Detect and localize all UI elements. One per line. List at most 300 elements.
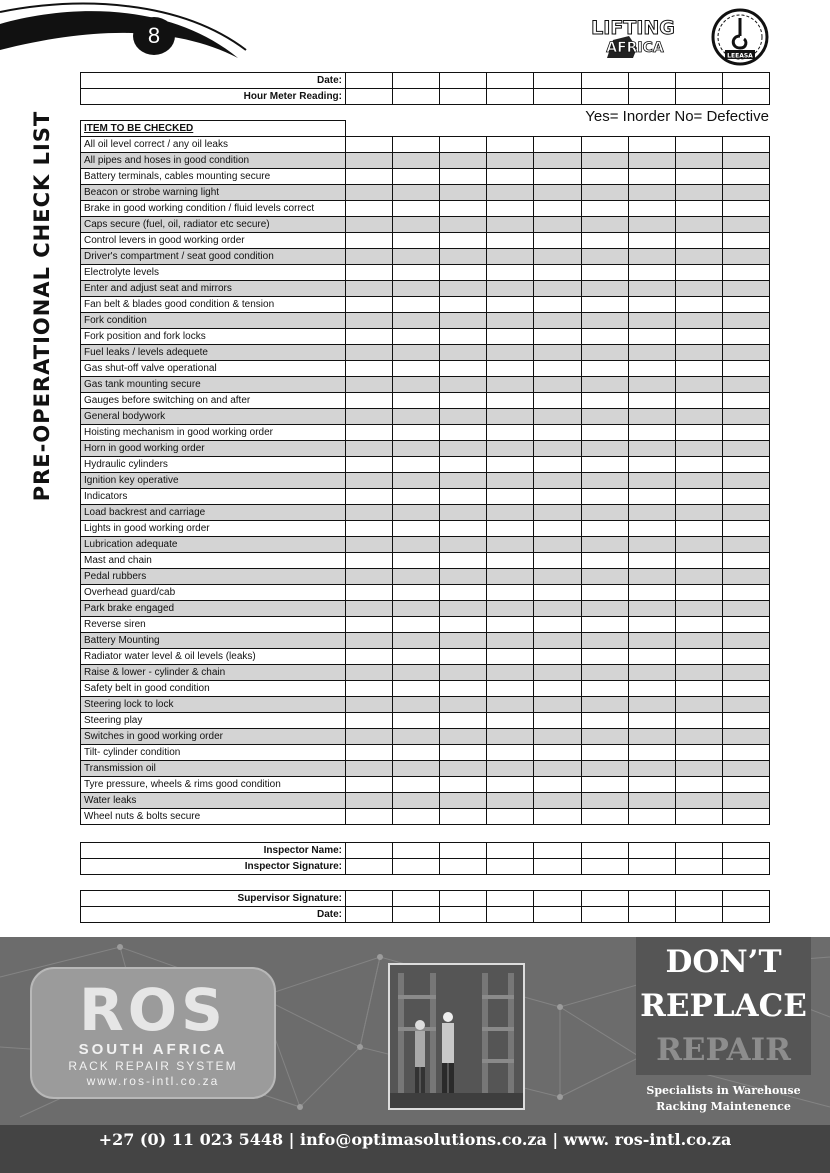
check-cell[interactable] [722, 377, 769, 393]
check-cell[interactable] [675, 265, 722, 281]
check-cell[interactable] [487, 153, 534, 169]
check-cell[interactable] [722, 361, 769, 377]
check-cell[interactable] [722, 425, 769, 441]
check-cell[interactable] [440, 393, 487, 409]
check-cell[interactable] [487, 185, 534, 201]
check-cell[interactable] [440, 505, 487, 521]
check-cell[interactable] [628, 89, 675, 105]
check-cell[interactable] [346, 569, 393, 585]
check-cell[interactable] [440, 617, 487, 633]
check-cell[interactable] [675, 425, 722, 441]
check-cell[interactable] [534, 809, 581, 825]
check-cell[interactable] [581, 859, 628, 875]
check-cell[interactable] [346, 89, 393, 105]
check-cell[interactable] [440, 521, 487, 537]
check-cell[interactable] [346, 233, 393, 249]
check-cell[interactable] [534, 297, 581, 313]
check-cell[interactable] [346, 441, 393, 457]
check-cell[interactable] [675, 489, 722, 505]
check-cell[interactable] [534, 891, 581, 907]
check-cell[interactable] [722, 345, 769, 361]
check-cell[interactable] [346, 585, 393, 601]
check-cell[interactable] [487, 169, 534, 185]
check-cell[interactable] [487, 537, 534, 553]
check-cell[interactable] [346, 633, 393, 649]
check-cell[interactable] [675, 601, 722, 617]
check-cell[interactable] [581, 409, 628, 425]
check-cell[interactable] [487, 425, 534, 441]
check-cell[interactable] [581, 89, 628, 105]
check-cell[interactable] [628, 891, 675, 907]
check-cell[interactable] [487, 457, 534, 473]
check-cell[interactable] [346, 665, 393, 681]
check-cell[interactable] [722, 153, 769, 169]
check-cell[interactable] [487, 793, 534, 809]
check-cell[interactable] [346, 697, 393, 713]
check-cell[interactable] [675, 73, 722, 89]
check-cell[interactable] [440, 859, 487, 875]
check-cell[interactable] [675, 393, 722, 409]
check-cell[interactable] [628, 521, 675, 537]
check-cell[interactable] [628, 761, 675, 777]
check-cell[interactable] [675, 729, 722, 745]
check-cell[interactable] [393, 553, 440, 569]
check-cell[interactable] [722, 89, 769, 105]
check-cell[interactable] [581, 313, 628, 329]
check-cell[interactable] [346, 217, 393, 233]
check-cell[interactable] [675, 313, 722, 329]
check-cell[interactable] [722, 907, 769, 923]
check-cell[interactable] [393, 201, 440, 217]
check-cell[interactable] [581, 329, 628, 345]
check-cell[interactable] [346, 281, 393, 297]
check-cell[interactable] [534, 761, 581, 777]
check-cell[interactable] [534, 569, 581, 585]
check-cell[interactable] [440, 473, 487, 489]
check-cell[interactable] [440, 73, 487, 89]
check-cell[interactable] [346, 185, 393, 201]
check-cell[interactable] [487, 89, 534, 105]
check-cell[interactable] [440, 409, 487, 425]
check-cell[interactable] [581, 907, 628, 923]
check-cell[interactable] [346, 843, 393, 859]
check-cell[interactable] [722, 537, 769, 553]
check-cell[interactable] [440, 761, 487, 777]
check-cell[interactable] [534, 713, 581, 729]
check-cell[interactable] [722, 713, 769, 729]
check-cell[interactable] [534, 409, 581, 425]
check-cell[interactable] [487, 73, 534, 89]
check-cell[interactable] [534, 249, 581, 265]
check-cell[interactable] [675, 281, 722, 297]
check-cell[interactable] [534, 649, 581, 665]
check-cell[interactable] [534, 729, 581, 745]
check-cell[interactable] [581, 601, 628, 617]
check-cell[interactable] [675, 521, 722, 537]
check-cell[interactable] [346, 297, 393, 313]
check-cell[interactable] [487, 553, 534, 569]
check-cell[interactable] [487, 361, 534, 377]
check-cell[interactable] [722, 617, 769, 633]
check-cell[interactable] [440, 891, 487, 907]
check-cell[interactable] [393, 859, 440, 875]
check-cell[interactable] [628, 569, 675, 585]
check-cell[interactable] [346, 137, 393, 153]
check-cell[interactable] [393, 843, 440, 859]
check-cell[interactable] [393, 361, 440, 377]
check-cell[interactable] [487, 633, 534, 649]
check-cell[interactable] [440, 89, 487, 105]
check-cell[interactable] [534, 153, 581, 169]
check-cell[interactable] [393, 569, 440, 585]
check-cell[interactable] [628, 793, 675, 809]
check-cell[interactable] [675, 809, 722, 825]
check-cell[interactable] [581, 233, 628, 249]
check-cell[interactable] [628, 553, 675, 569]
check-cell[interactable] [440, 313, 487, 329]
check-cell[interactable] [675, 553, 722, 569]
check-cell[interactable] [581, 665, 628, 681]
check-cell[interactable] [722, 777, 769, 793]
check-cell[interactable] [487, 345, 534, 361]
check-cell[interactable] [722, 281, 769, 297]
check-cell[interactable] [440, 697, 487, 713]
check-cell[interactable] [675, 569, 722, 585]
check-cell[interactable] [534, 793, 581, 809]
check-cell[interactable] [440, 153, 487, 169]
check-cell[interactable] [393, 809, 440, 825]
check-cell[interactable] [581, 729, 628, 745]
check-cell[interactable] [487, 313, 534, 329]
check-cell[interactable] [346, 473, 393, 489]
check-cell[interactable] [628, 505, 675, 521]
check-cell[interactable] [393, 137, 440, 153]
check-cell[interactable] [346, 553, 393, 569]
check-cell[interactable] [675, 185, 722, 201]
check-cell[interactable] [534, 217, 581, 233]
check-cell[interactable] [534, 859, 581, 875]
check-cell[interactable] [628, 377, 675, 393]
check-cell[interactable] [675, 665, 722, 681]
check-cell[interactable] [440, 265, 487, 281]
check-cell[interactable] [346, 617, 393, 633]
check-cell[interactable] [628, 329, 675, 345]
check-cell[interactable] [393, 281, 440, 297]
check-cell[interactable] [722, 569, 769, 585]
check-cell[interactable] [393, 649, 440, 665]
check-cell[interactable] [675, 697, 722, 713]
check-cell[interactable] [722, 473, 769, 489]
check-cell[interactable] [581, 473, 628, 489]
check-cell[interactable] [534, 665, 581, 681]
check-cell[interactable] [346, 713, 393, 729]
check-cell[interactable] [487, 843, 534, 859]
check-cell[interactable] [628, 601, 675, 617]
check-cell[interactable] [393, 233, 440, 249]
check-cell[interactable] [628, 777, 675, 793]
check-cell[interactable] [440, 729, 487, 745]
check-cell[interactable] [534, 169, 581, 185]
check-cell[interactable] [346, 265, 393, 281]
check-cell[interactable] [722, 233, 769, 249]
check-cell[interactable] [581, 169, 628, 185]
check-cell[interactable] [581, 809, 628, 825]
check-cell[interactable] [440, 585, 487, 601]
check-cell[interactable] [487, 377, 534, 393]
check-cell[interactable] [346, 249, 393, 265]
check-cell[interactable] [440, 457, 487, 473]
check-cell[interactable] [393, 425, 440, 441]
check-cell[interactable] [722, 409, 769, 425]
check-cell[interactable] [393, 761, 440, 777]
check-cell[interactable] [440, 329, 487, 345]
check-cell[interactable] [534, 281, 581, 297]
check-cell[interactable] [487, 713, 534, 729]
check-cell[interactable] [628, 665, 675, 681]
check-cell[interactable] [628, 409, 675, 425]
check-cell[interactable] [534, 73, 581, 89]
check-cell[interactable] [487, 697, 534, 713]
check-cell[interactable] [346, 601, 393, 617]
check-cell[interactable] [534, 601, 581, 617]
check-cell[interactable] [440, 441, 487, 457]
check-cell[interactable] [722, 633, 769, 649]
check-cell[interactable] [675, 249, 722, 265]
check-cell[interactable] [628, 843, 675, 859]
check-cell[interactable] [393, 489, 440, 505]
check-cell[interactable] [581, 137, 628, 153]
check-cell[interactable] [534, 633, 581, 649]
check-cell[interactable] [534, 345, 581, 361]
check-cell[interactable] [675, 891, 722, 907]
check-cell[interactable] [628, 313, 675, 329]
check-cell[interactable] [675, 329, 722, 345]
check-cell[interactable] [440, 425, 487, 441]
check-cell[interactable] [487, 617, 534, 633]
check-cell[interactable] [581, 361, 628, 377]
check-cell[interactable] [346, 409, 393, 425]
check-cell[interactable] [722, 217, 769, 233]
check-cell[interactable] [393, 73, 440, 89]
check-cell[interactable] [534, 233, 581, 249]
check-cell[interactable] [440, 681, 487, 697]
check-cell[interactable] [675, 297, 722, 313]
check-cell[interactable] [487, 137, 534, 153]
check-cell[interactable] [675, 585, 722, 601]
check-cell[interactable] [346, 729, 393, 745]
check-cell[interactable] [440, 233, 487, 249]
check-cell[interactable] [628, 729, 675, 745]
check-cell[interactable] [440, 377, 487, 393]
check-cell[interactable] [628, 441, 675, 457]
check-cell[interactable] [534, 489, 581, 505]
check-cell[interactable] [534, 425, 581, 441]
check-cell[interactable] [346, 169, 393, 185]
check-cell[interactable] [487, 393, 534, 409]
check-cell[interactable] [393, 345, 440, 361]
check-cell[interactable] [440, 809, 487, 825]
check-cell[interactable] [534, 393, 581, 409]
check-cell[interactable] [675, 169, 722, 185]
check-cell[interactable] [628, 681, 675, 697]
check-cell[interactable] [487, 729, 534, 745]
check-cell[interactable] [675, 617, 722, 633]
check-cell[interactable] [722, 681, 769, 697]
check-cell[interactable] [722, 505, 769, 521]
check-cell[interactable] [628, 297, 675, 313]
check-cell[interactable] [675, 843, 722, 859]
check-cell[interactable] [393, 313, 440, 329]
check-cell[interactable] [393, 891, 440, 907]
check-cell[interactable] [722, 761, 769, 777]
check-cell[interactable] [487, 859, 534, 875]
check-cell[interactable] [487, 409, 534, 425]
check-cell[interactable] [675, 713, 722, 729]
check-cell[interactable] [487, 201, 534, 217]
check-cell[interactable] [487, 265, 534, 281]
check-cell[interactable] [440, 217, 487, 233]
check-cell[interactable] [722, 553, 769, 569]
check-cell[interactable] [534, 265, 581, 281]
check-cell[interactable] [722, 313, 769, 329]
check-cell[interactable] [581, 281, 628, 297]
check-cell[interactable] [675, 409, 722, 425]
check-cell[interactable] [346, 457, 393, 473]
check-cell[interactable] [393, 537, 440, 553]
check-cell[interactable] [440, 201, 487, 217]
check-cell[interactable] [628, 617, 675, 633]
check-cell[interactable] [581, 585, 628, 601]
check-cell[interactable] [487, 891, 534, 907]
check-cell[interactable] [675, 441, 722, 457]
check-cell[interactable] [628, 249, 675, 265]
check-cell[interactable] [346, 153, 393, 169]
check-cell[interactable] [393, 907, 440, 923]
check-cell[interactable] [628, 585, 675, 601]
check-cell[interactable] [628, 345, 675, 361]
check-cell[interactable] [393, 729, 440, 745]
check-cell[interactable] [581, 185, 628, 201]
check-cell[interactable] [393, 249, 440, 265]
check-cell[interactable] [393, 473, 440, 489]
check-cell[interactable] [722, 745, 769, 761]
check-cell[interactable] [581, 345, 628, 361]
check-cell[interactable] [393, 745, 440, 761]
check-cell[interactable] [628, 201, 675, 217]
check-cell[interactable] [534, 505, 581, 521]
check-cell[interactable] [722, 329, 769, 345]
check-cell[interactable] [534, 777, 581, 793]
check-cell[interactable] [440, 777, 487, 793]
check-cell[interactable] [487, 441, 534, 457]
check-cell[interactable] [628, 153, 675, 169]
check-cell[interactable] [628, 713, 675, 729]
check-cell[interactable] [440, 793, 487, 809]
check-cell[interactable] [534, 553, 581, 569]
check-cell[interactable] [581, 777, 628, 793]
check-cell[interactable] [675, 761, 722, 777]
check-cell[interactable] [534, 617, 581, 633]
check-cell[interactable] [581, 761, 628, 777]
check-cell[interactable] [628, 649, 675, 665]
check-cell[interactable] [393, 393, 440, 409]
check-cell[interactable] [534, 441, 581, 457]
check-cell[interactable] [393, 681, 440, 697]
check-cell[interactable] [581, 457, 628, 473]
check-cell[interactable] [722, 729, 769, 745]
check-cell[interactable] [534, 201, 581, 217]
check-cell[interactable] [534, 537, 581, 553]
check-cell[interactable] [393, 793, 440, 809]
check-cell[interactable] [675, 457, 722, 473]
check-cell[interactable] [675, 201, 722, 217]
check-cell[interactable] [628, 169, 675, 185]
check-cell[interactable] [722, 441, 769, 457]
check-cell[interactable] [534, 329, 581, 345]
check-cell[interactable] [628, 745, 675, 761]
check-cell[interactable] [534, 843, 581, 859]
check-cell[interactable] [628, 809, 675, 825]
check-cell[interactable] [581, 249, 628, 265]
check-cell[interactable] [534, 377, 581, 393]
check-cell[interactable] [487, 681, 534, 697]
check-cell[interactable] [581, 521, 628, 537]
check-cell[interactable] [722, 649, 769, 665]
check-cell[interactable] [440, 713, 487, 729]
check-cell[interactable] [346, 489, 393, 505]
check-cell[interactable] [722, 585, 769, 601]
check-cell[interactable] [628, 859, 675, 875]
check-cell[interactable] [675, 89, 722, 105]
check-cell[interactable] [393, 441, 440, 457]
check-cell[interactable] [487, 505, 534, 521]
check-cell[interactable] [581, 793, 628, 809]
check-cell[interactable] [393, 777, 440, 793]
check-cell[interactable] [487, 489, 534, 505]
check-cell[interactable] [346, 907, 393, 923]
check-cell[interactable] [440, 537, 487, 553]
check-cell[interactable] [440, 601, 487, 617]
check-cell[interactable] [628, 137, 675, 153]
check-cell[interactable] [675, 633, 722, 649]
check-cell[interactable] [393, 153, 440, 169]
check-cell[interactable] [581, 73, 628, 89]
check-cell[interactable] [534, 681, 581, 697]
check-cell[interactable] [346, 537, 393, 553]
check-cell[interactable] [628, 633, 675, 649]
check-cell[interactable] [675, 217, 722, 233]
check-cell[interactable] [487, 585, 534, 601]
check-cell[interactable] [581, 713, 628, 729]
check-cell[interactable] [722, 393, 769, 409]
check-cell[interactable] [581, 617, 628, 633]
check-cell[interactable] [534, 697, 581, 713]
check-cell[interactable] [581, 891, 628, 907]
check-cell[interactable] [675, 361, 722, 377]
check-cell[interactable] [675, 233, 722, 249]
check-cell[interactable] [675, 859, 722, 875]
check-cell[interactable] [581, 633, 628, 649]
check-cell[interactable] [346, 329, 393, 345]
check-cell[interactable] [346, 313, 393, 329]
check-cell[interactable] [722, 185, 769, 201]
check-cell[interactable] [346, 201, 393, 217]
check-cell[interactable] [534, 473, 581, 489]
check-cell[interactable] [675, 649, 722, 665]
check-cell[interactable] [581, 681, 628, 697]
check-cell[interactable] [393, 409, 440, 425]
check-cell[interactable] [722, 201, 769, 217]
